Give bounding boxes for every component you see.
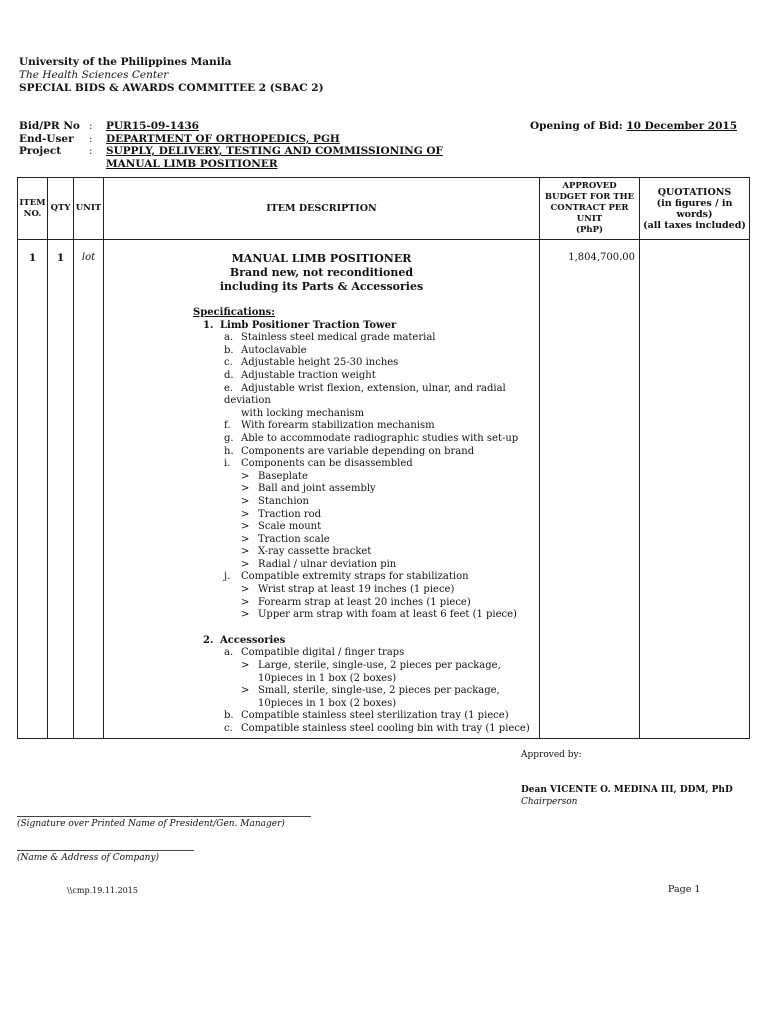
- company-label: (Name & Address of Company): [17, 853, 160, 863]
- bid-colon: :: [89, 120, 93, 132]
- section2-title-text: Accessories: [220, 634, 286, 646]
- trap-item-text: Large, sterile, single-use, 2 pieces per package,: [258, 660, 501, 672]
- header-budget-l2: BUDGET FOR THE: [544, 192, 635, 202]
- items-table: [17, 177, 750, 739]
- header-item-label: ITEM: [19, 197, 46, 208]
- trap-item-continuation: 10pieces in 1 box (2 boxes): [258, 672, 397, 684]
- header-description: ITEM DESCRIPTION: [104, 178, 540, 240]
- header-qty: QTY: [48, 178, 74, 240]
- enduser-label: End-User: [19, 133, 74, 145]
- component-item-text: Ball and joint assembly: [258, 483, 376, 495]
- strap-item-text: Upper arm strap with foam at least 6 feet (1 piece): [258, 609, 517, 621]
- strap-item: [193, 597, 539, 610]
- spec-item-marker: e.: [224, 382, 234, 394]
- spec-item-text: Adjustable traction weight: [241, 369, 376, 381]
- section1-title-text: Limb Positioner Traction Tower: [220, 319, 397, 331]
- component-item-marker: >: [241, 521, 250, 533]
- spec-item-text: Adjustable wrist flexion, extension, ulnar, and radial deviation: [224, 382, 506, 407]
- row-description: [104, 240, 540, 739]
- table-row: [18, 240, 750, 739]
- spec-item-marker: g.: [224, 432, 234, 444]
- trap-item-marker: >: [241, 660, 250, 672]
- item-parts: including its Parts & Accessories: [219, 280, 424, 293]
- trap-item-marker: >: [241, 685, 250, 697]
- component-item-marker: >: [241, 508, 250, 520]
- section2-num: 2.: [203, 634, 214, 646]
- trap-item-continuation: 10pieces in 1 box (2 boxes): [258, 697, 397, 709]
- trap-item: [193, 660, 539, 673]
- university-name: University of the Philippines Manila: [19, 56, 232, 68]
- spec-item-text: Components are variable depending on brand: [241, 445, 475, 457]
- component-item-text: X-ray cassette bracket: [258, 546, 372, 558]
- header-no-label: NO.: [23, 208, 42, 219]
- section2-item-a: [193, 647, 539, 660]
- strap-item-marker: >: [241, 584, 250, 596]
- component-item-text: Stanchion: [258, 495, 309, 507]
- spec-item-marker: h.: [224, 445, 234, 457]
- budget-value: 1,804,700.00: [568, 252, 635, 263]
- signature-label: (Signature over Printed Name of President/Gen. Manager): [17, 819, 285, 829]
- spec-item-text: with locking mechanism: [241, 407, 365, 419]
- row-item-no: 1: [18, 240, 48, 739]
- spec-item-marker: c.: [224, 357, 233, 369]
- spec-item-text: Stainless steel medical grade material: [241, 332, 436, 344]
- header-budget-l4: UNIT: [576, 214, 603, 224]
- spec-item-text: Components can be disassembled: [241, 458, 413, 470]
- component-item-marker: >: [241, 495, 250, 507]
- header-budget-l1: APPROVED: [562, 181, 617, 191]
- row-quotation: [640, 240, 750, 739]
- bid-number: PUR15-09-1436: [106, 120, 199, 132]
- header-quotations-l1: QUOTATIONS: [657, 186, 732, 198]
- strap-item-marker: >: [241, 609, 250, 621]
- spec-item: [193, 458, 539, 471]
- component-item: [193, 483, 539, 496]
- section2-item-c: [193, 723, 539, 736]
- spec-item: [193, 433, 539, 446]
- spec-item-marker: i.: [224, 458, 231, 470]
- row-budget: [540, 240, 640, 739]
- component-item-text: Traction scale: [258, 533, 330, 545]
- strap-item-text: Wrist strap at least 19 inches (1 piece): [258, 584, 455, 596]
- trap-item: [193, 685, 539, 698]
- header-budget-l3: CONTRACT PER: [550, 203, 629, 213]
- component-item-text: Traction rod: [258, 508, 322, 520]
- file-reference: \\cmp.19.11.2015: [67, 886, 138, 895]
- item-a-text: Compatible digital / finger traps: [241, 647, 405, 659]
- header-budget: [540, 178, 640, 240]
- row-qty: 1: [48, 240, 74, 739]
- spec-item: [193, 408, 539, 421]
- header-quotations-l2: (in figures / in words): [656, 197, 733, 220]
- section1-num: 1.: [203, 319, 214, 331]
- section2-title: [193, 635, 539, 648]
- item-condition: Brand new, not reconditioned: [229, 266, 414, 279]
- spec-item-text: Able to accommodate radiographic studies with set-up: [241, 432, 519, 444]
- bid-label: Bid/PR No: [19, 120, 80, 132]
- spec-item-text: With forearm stabilization mechanism: [241, 420, 435, 432]
- component-item-text: Scale mount: [258, 521, 322, 533]
- spec-item-marker: d.: [224, 369, 234, 381]
- spec-item: [193, 357, 539, 370]
- spec-heading: Specifications:: [193, 307, 275, 318]
- header-item-no: [18, 178, 48, 240]
- item-a-label: a.: [224, 647, 234, 659]
- component-item: [193, 534, 539, 547]
- table-header-row: [18, 178, 750, 240]
- approver-title: Chairperson: [521, 797, 578, 807]
- section1-components: [193, 471, 539, 572]
- section2-item-b: [193, 710, 539, 723]
- component-item-text: Baseplate: [258, 470, 308, 482]
- header-unit: UNIT: [74, 178, 104, 240]
- opening-of-bid: [530, 120, 737, 132]
- page-number: Page 1: [668, 884, 701, 895]
- strap-item-marker: >: [241, 596, 250, 608]
- strap-item-text: Forearm strap at least 20 inches (1 piece): [258, 596, 471, 608]
- component-item: [193, 509, 539, 522]
- item-b-label: b.: [224, 710, 234, 722]
- enduser-value: DEPARTMENT OF ORTHOPEDICS, PGH: [106, 133, 340, 145]
- component-item: [193, 471, 539, 484]
- specifications: [104, 294, 539, 736]
- signature-line: [17, 816, 311, 817]
- strap-item: [193, 584, 539, 597]
- spec-item-marker: a.: [224, 332, 234, 344]
- spec-item-text: Autoclavable: [241, 344, 307, 356]
- spec-item: [193, 446, 539, 459]
- component-item-marker: >: [241, 546, 250, 558]
- project-colon: :: [89, 145, 93, 157]
- committee-name: SPECIAL BIDS & AWARDS COMMITTEE 2 (SBAC 2): [19, 82, 324, 94]
- item-j-text: Compatible extremity straps for stabilization: [241, 571, 469, 583]
- spec-item: [193, 345, 539, 358]
- header-budget-l5: (PhP): [575, 225, 603, 235]
- component-item: [193, 546, 539, 559]
- center-name: The Health Sciences Center: [19, 69, 169, 81]
- approved-by-label: Approved by:: [521, 750, 582, 760]
- section1-items: [193, 332, 539, 471]
- project-label: Project: [19, 145, 62, 157]
- spec-item: [193, 420, 539, 433]
- component-item-text: Radial / ulnar deviation pin: [258, 558, 397, 570]
- component-item: [193, 559, 539, 572]
- header-quotations: [640, 178, 750, 240]
- spec-item: [193, 383, 539, 408]
- opening-date: 10 December 2015: [626, 120, 738, 132]
- spec-item-marker: b.: [224, 344, 234, 356]
- section1-item-j: [193, 571, 539, 584]
- company-line: [17, 850, 194, 851]
- component-item-marker: >: [241, 533, 250, 545]
- component-item-marker: >: [241, 470, 250, 482]
- component-item-marker: >: [241, 483, 250, 495]
- spec-item: [193, 332, 539, 345]
- opening-label: Opening of Bid:: [530, 120, 623, 132]
- item-b-text: Compatible stainless steel sterilization tray (1 piece): [241, 710, 509, 722]
- project-value-line2: MANUAL LIMB POSITIONER: [106, 158, 278, 170]
- header-quotations-l3: (all taxes included): [643, 219, 746, 231]
- section1-straps: [193, 584, 539, 622]
- component-item-marker: >: [241, 558, 250, 570]
- item-j-label: j.: [224, 571, 231, 583]
- item-c-label: c.: [224, 723, 233, 734]
- approver-name: Dean VICENTE O. MEDINA III, DDM, PhD: [521, 785, 733, 795]
- component-item: [193, 521, 539, 534]
- spec-item-marker: f.: [224, 420, 231, 432]
- section1-title: [193, 320, 539, 333]
- spec-item-text: Adjustable height 25-30 inches: [241, 357, 399, 369]
- strap-item: [193, 609, 539, 622]
- project-value-line1: SUPPLY, DELIVERY, TESTING AND COMMISSIONING OF: [106, 145, 443, 157]
- row-unit: lot: [74, 240, 104, 739]
- section2-traps: [193, 660, 539, 710]
- enduser-colon: :: [89, 133, 93, 145]
- spec-item: [193, 370, 539, 383]
- item-title: MANUAL LIMB POSITIONER: [231, 252, 412, 265]
- trap-item-text: Small, sterile, single-use, 2 pieces per package,: [258, 685, 500, 697]
- item-c-text: Compatible stainless steel cooling bin with tray (1 piece): [241, 723, 530, 734]
- component-item: [193, 496, 539, 509]
